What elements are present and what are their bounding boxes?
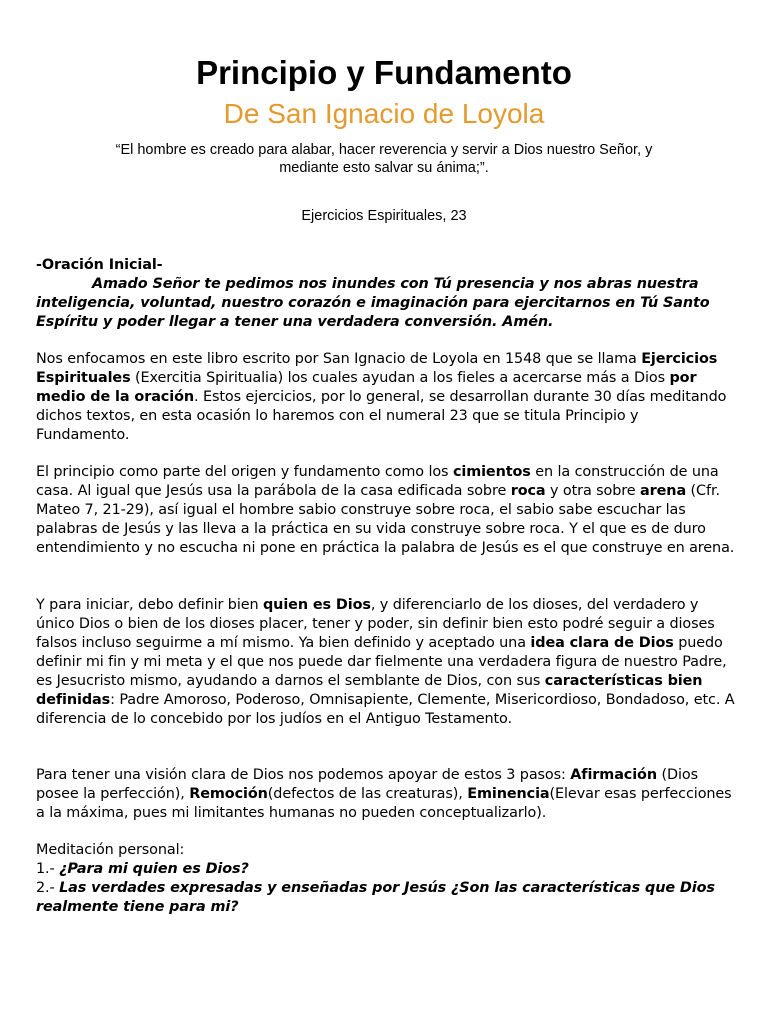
paragraph-3-bold-3: características bien definidas xyxy=(36,673,703,708)
paragraph-4-text-3: (defectos de las creaturas), xyxy=(267,786,468,802)
meditation-heading: Meditación personal: xyxy=(36,842,185,858)
paragraph-4-bold-1: Afirmación xyxy=(570,767,657,783)
paragraph-4-text-2: (Dios posee la perfección), xyxy=(36,767,698,802)
paragraph-2-bold-1: cimientos xyxy=(452,464,531,480)
document-title: Principio y Fundamento xyxy=(196,54,572,91)
paragraph-3-bold-1: quien es Dios xyxy=(262,597,371,613)
paragraph-4-text-4: (Elevar esas perfecciones a la máxima, pues mi limitantes humanas no pueden conceptualizarlo). xyxy=(36,786,732,821)
paragraph-1-text-2: (Exercitia Spiritualia) los cuales ayudan a los fieles a acercarse más a Dios xyxy=(130,370,670,386)
paragraph-2-bold-2: roca xyxy=(510,483,546,499)
paragraph-1-text-3: . Estos ejercicios, por lo general, se desarrollan durante 30 días meditando dichos textos, en esta ocasión lo haremos con el numeral 23 que se titula Principio y Fundamento. xyxy=(36,389,727,443)
question-2-text: Las verdades expresadas y enseñadas por Jesús ¿Son las características que Dios realmente tiene para mi? xyxy=(36,880,715,915)
document-subtitle: De San Ignacio de Loyola xyxy=(223,98,545,129)
paragraph-3-text-3: puedo definir mi fin y mi meta y el que nos puede dar fielmente una verdadera figura de nuestro Padre, es Jesucristo mismo, ayudando a darnos el semblante de Dios, con sus xyxy=(36,635,727,689)
meditation-question-1 xyxy=(36,860,736,879)
prayer-heading: -Oración Inicial- xyxy=(36,257,163,273)
paragraph-1-bold-1: Ejercicios Espirituales xyxy=(36,351,718,386)
paragraph-3-text-4: : Padre Amoroso, Poderoso, Omnisapiente, Clemente, Misericordioso, Bondadoso, etc. A diferencia de lo concebido por los judíos en el Antiguo Testamento. xyxy=(36,692,735,727)
prayer-text: Amado Señor te pedimos nos inundes con Tú presencia y nos abras nuestra inteligencia, voluntad, nuestro corazón e imaginación para ejercitarnos en Tú Santo Espíritu y poder llegar a tener una verdadera conversión. Amén. xyxy=(36,276,710,330)
prayer-section xyxy=(36,256,736,332)
paragraph-4-text-1: Para tener una visión clara de Dios nos podemos apoyar de estos 3 pasos: xyxy=(36,767,571,783)
epigraph-quote xyxy=(90,141,678,177)
paragraph-4 xyxy=(36,766,736,823)
question-2-number: 2.- xyxy=(36,880,60,896)
paragraph-2-bold-3: arena xyxy=(640,483,687,499)
meditation-question-2 xyxy=(36,879,736,917)
paragraph-4-bold-2: Remoción xyxy=(189,786,268,802)
paragraph-3-bold-2: idea clara de Dios xyxy=(530,635,674,651)
paragraph-1-text-1: Nos enfocamos en este libro escrito por San Ignacio de Loyola en 1548 que se llama xyxy=(36,351,642,367)
paragraph-1 xyxy=(36,350,736,445)
paragraph-2-text-4: (Cfr. Mateo 7, 21-29), así igual el hombre sabio construye sobre roca, el sabio sabe escuchar las palabras de Jesús y las lleva a la práctica en su vida construye sobre roca. Y el que es de duro entendimiento y no escucha ni pone en práctica la palabra de Jesús es el que construye en arena. xyxy=(36,483,735,556)
question-1-text: ¿Para mi quien es Dios? xyxy=(59,861,249,877)
paragraph-1-bold-2: por medio de la oración xyxy=(36,370,697,405)
paragraph-2-text-2: en la construcción de una casa. Al igual que Jesús usa la parábola de la casa edificada sobre xyxy=(36,464,719,499)
paragraph-3-text-2: , y diferenciarlo de los dioses, del verdadero y único Dios o bien de los dioses placer, tener y poder, sin definir bien esto podré seguir a dioses falsos incluso seguirme a mí mismo. Ya bien definido y aceptado una xyxy=(36,597,715,651)
quote-line-2: mediante esto salvar su ánima;”. xyxy=(279,160,489,176)
paragraph-2 xyxy=(36,463,736,558)
paragraph-3 xyxy=(36,596,736,729)
quote-reference: Ejercicios Espirituales, 23 xyxy=(301,208,467,224)
quote-line-1: “El hombre es creado para alabar, hacer reverencia y servir a Dios nuestro Señor, y xyxy=(115,142,653,158)
paragraph-2-text-1: El principio como parte del origen y fundamento como los xyxy=(36,464,453,480)
question-1-number: 1.- xyxy=(36,861,60,877)
paragraph-3-text-1: Y para iniciar, debo definir bien xyxy=(36,597,263,613)
paragraph-2-text-3: y otra sobre xyxy=(545,483,641,499)
meditation-section xyxy=(36,841,736,917)
paragraph-4-bold-3: Eminencia xyxy=(467,786,550,802)
